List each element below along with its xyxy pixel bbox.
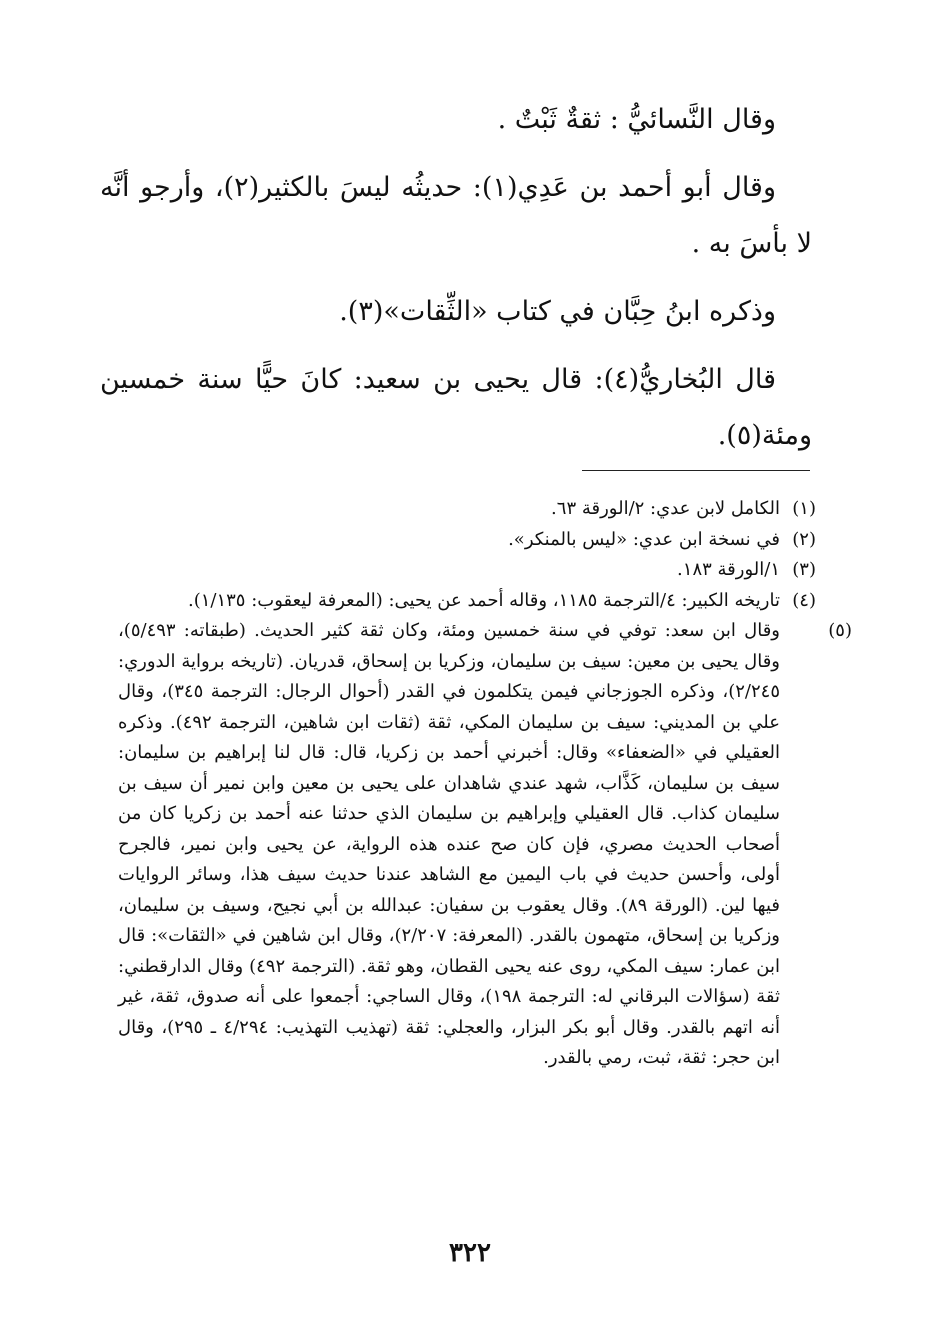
- footnote-2: [118, 525, 816, 556]
- footnote-number: (٤): [792, 589, 816, 611]
- footnote-number: (٢): [792, 528, 816, 550]
- footnote-3: [118, 555, 816, 586]
- footnote-text: وقال ابن سعد: توفي في سنة خمسين ومئة، وكان ثقة كثير الحديث. (طبقاته: ٥/٤٩٣)، وقال يحيى بن معين: سيف بن سليمان، وزكريا بن إسحاق، قدريان. (تاريخه برواية الدوري: ٢/٢٤٥)، وذكره الجوزجاني فيمن يتكلمون في القدر (أحوال الرجال: الترجمة ٣٤٥)، وقال علي بن المديني: سيف بن سليمان المكي، ثقة (ثقات ابن شاهين، الترجمة ٤٩٢). وذكره العقيلي في «الضعفاء» وقال: أخبرني أحمد بن زكريا، قال: قال لنا إبراهيم بن سليمان: سيف بن سليمان، كَذَّاب، شهد عندي شاهدان على يحيى بن معين وابن نمير أن سيف بن سليمان كذاب. قال العقيلي وإبراهيم بن سليمان الذي حدثنا عنه أحمد بن زكريا كان من أصحاب الحديث مصري، فإن كان صح عنده هذه الرواية، عن يحيى وابن نمير، فالجرح أولى، وأحسن حديث في باب اليمين مع الشاهد عندنا حديث سيف هذا، وسائر الروايات فيها لين. (الورقة ٨٩). وقال يعقوب بن سفيان: عبدالله بن أبي نجيح، وسيف بن سليمان، وزكريا بن إسحاق، متهمون بالقدر. (المعرفة: ٢/٢٠٧)، وقال ابن شاهين في «الثقات»: قال ابن عمار: سيف المكي، روى عنه يحيى القطان، وهو ثقة. (الترجمة ٤٩٢) وقال الدارقطني: ثقة (سؤالات البرقاني له: الترجمة ١٩٨)، وقال الساجي: أجمعوا على أنه صدوق، ثقة، غير أنه اتهم بالقدر. وقال أبو بكر البزار، والعجلي: ثقة (تهذيب التهذيب: ٤/٢٩٤ ـ ٢٩٥)، وقال ابن حجر: ثقة، ثبت، رمي بالقدر.: [118, 620, 781, 1068]
- footnote-separator: [582, 470, 810, 471]
- footnote-1: [118, 494, 816, 525]
- footnote-number: (٥): [828, 620, 852, 641]
- footnotes: [118, 494, 852, 1074]
- footnote-5: [118, 616, 852, 1074]
- footnote-text: في نسخة ابن عدي: «ليس بالمنكر».: [508, 528, 780, 550]
- main-paragraph-2: وقال أبو أحمد بن عَدِي(١): حديثُه ليسَ بالكثير(٢)، وأرجو أنَّه لا بأسَ به .: [100, 172, 812, 259]
- page-number: ٣٢٢: [449, 1238, 491, 1268]
- footnote-text: الكامل لابن عدي: ٢/الورقة ٦٣.: [551, 498, 780, 519]
- footnote-number: (٣): [792, 559, 816, 580]
- footnote-4: [118, 586, 816, 617]
- footnote-text: تاريخه الكبير: ٤/الترجمة ١١٨٥، وقاله أحمد عن يحيى: (المعرفة ليعقوب: ١/١٣٥).: [187, 589, 780, 611]
- footnote-number: (١): [792, 498, 816, 519]
- main-paragraph-1: وقال النَّسائيُّ : ثقةٌ ثَبْتٌ .: [497, 104, 776, 135]
- main-text: [100, 92, 812, 476]
- footnote-text: ١/الورقة ١٨٣.: [677, 559, 780, 580]
- main-paragraph-4: قال البُخاريُّ(٤): قال يحيى بن سعيد: كانَ حيًّا سنة خمسين ومئة(٥).: [100, 364, 812, 451]
- main-paragraph-3: وذكره ابنُ حِبَّان في كتاب «الثِّقات»(٣).: [339, 296, 776, 327]
